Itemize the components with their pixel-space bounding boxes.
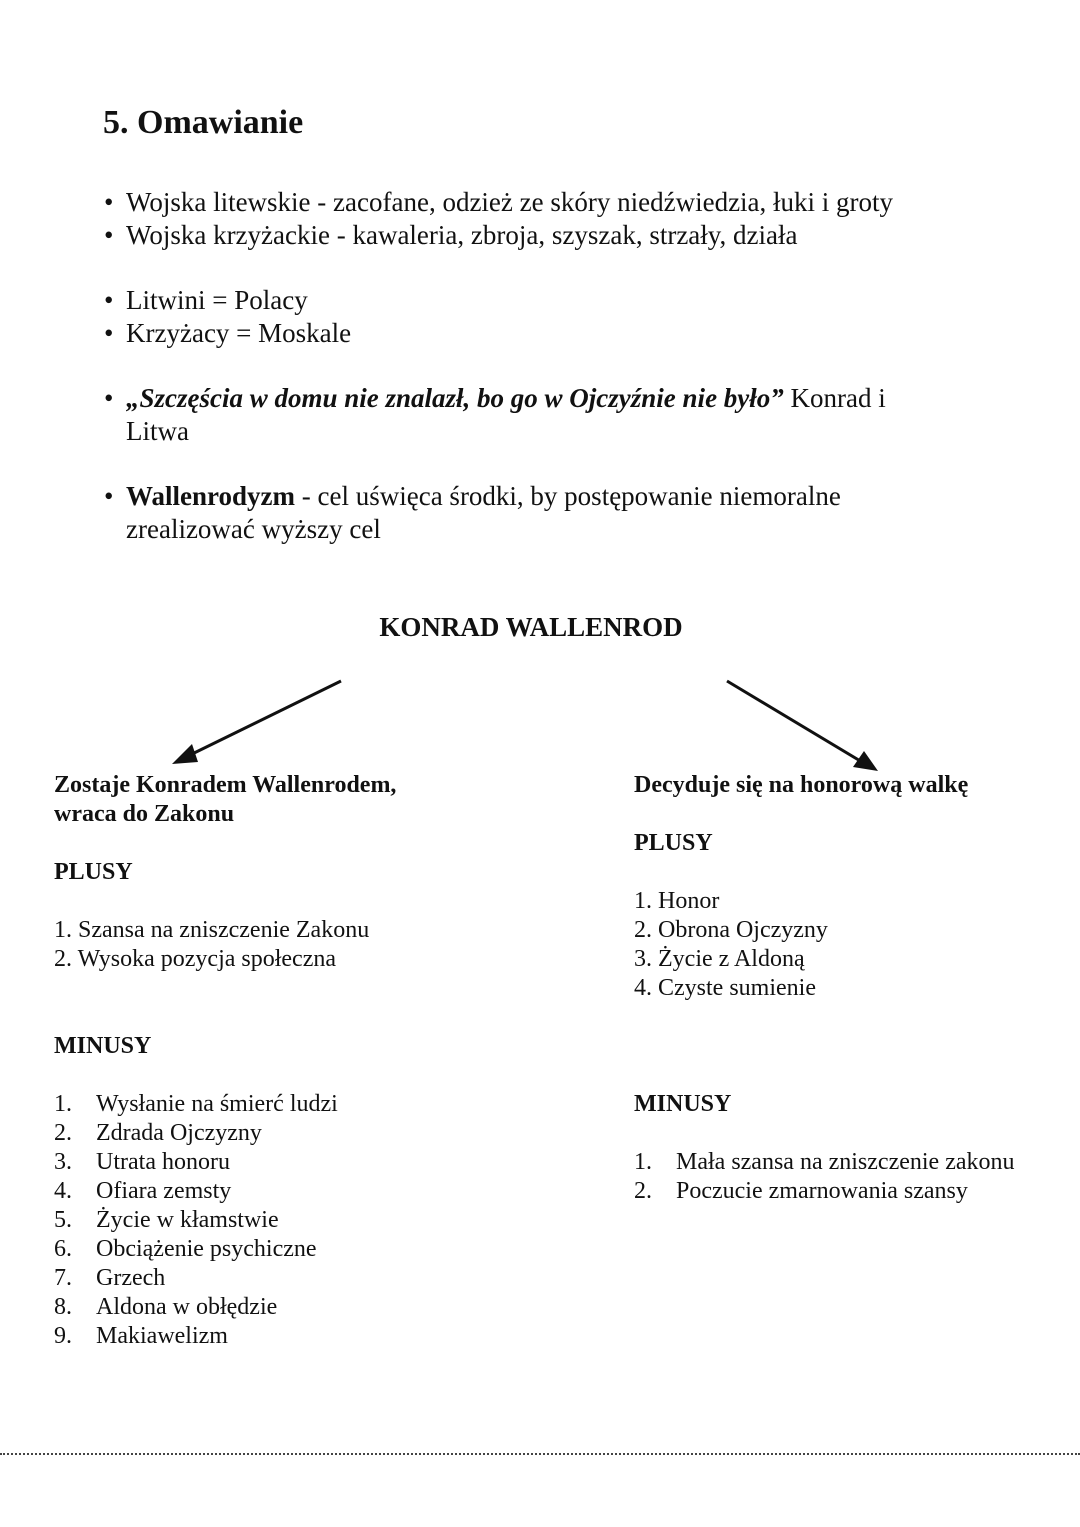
list-text: Mała szansa na zniszczenie zakonu — [676, 1149, 1015, 1175]
left-heading-line: Zostaje Konradem Wallenrodem, — [54, 772, 397, 798]
list-number: 7. — [54, 1265, 72, 1291]
bullet-text: Wojska krzyżackie - kawaleria, zbroja, szyszak, strzały, działa — [126, 220, 798, 250]
list-item — [54, 1322, 338, 1351]
arrow-left-head — [172, 744, 198, 764]
bullet-text: - cel uświęca środki, by postępowanie niemoralne zrealizować wyższy cel — [126, 481, 841, 544]
arrow-right-line — [727, 681, 862, 762]
list-text: Zdrada Ojczyzny — [96, 1120, 262, 1146]
page-divider — [0, 1453, 1080, 1455]
list-text: Życie w kłamstwie — [96, 1207, 279, 1233]
quote-text: „Szczęścia w domu nie znalazł, bo go w Ojczyźnie nie było” — [126, 383, 784, 413]
bullet-text: Krzyżacy = Moskale — [126, 318, 352, 348]
list-number: 2. — [634, 1178, 652, 1204]
list-item: 2. Obrona Ojczyzny — [634, 917, 828, 943]
list-item: 3. Życie z Aldoną — [634, 946, 805, 972]
list-item — [54, 1090, 338, 1119]
bullet-text: Litwini = Polacy — [126, 285, 308, 315]
list-item — [54, 1148, 338, 1177]
list-number: 6. — [54, 1236, 72, 1262]
right-plus-label: PLUSY — [634, 830, 713, 856]
arrow-left-line — [188, 681, 341, 756]
right-plus-list — [634, 887, 828, 1003]
list-item — [54, 1119, 338, 1148]
list-number: 4. — [54, 1178, 72, 1204]
list-number: 2. — [54, 1120, 72, 1146]
left-minus-label: MINUSY — [54, 1033, 152, 1059]
right-minus-list — [634, 1148, 1015, 1206]
list-text: Aldona w obłędzie — [96, 1294, 278, 1320]
list-text: Utrata honoru — [96, 1149, 230, 1175]
list-text: Obciążenie psychiczne — [96, 1236, 317, 1262]
list-text: Makiawelizm — [96, 1323, 228, 1349]
section-heading: 5. Omawianie — [103, 104, 304, 141]
list-item — [54, 1293, 338, 1322]
list-number: 8. — [54, 1294, 72, 1320]
left-heading-line: wraca do Zakonu — [54, 801, 235, 827]
list-text: Grzech — [96, 1265, 166, 1291]
bullet-dot-icon: • — [104, 383, 114, 413]
bullet-dot-icon: • — [104, 318, 114, 348]
list-text: Poczucie zmarnowania szansy — [676, 1178, 968, 1204]
term-text: Wallenrodyzm — [126, 481, 296, 511]
list-number: 1. — [634, 1149, 652, 1175]
list-item — [54, 1206, 338, 1235]
list-text: Ofiara zemsty — [96, 1178, 232, 1204]
list-text: Wysłanie na śmierć ludzi — [96, 1091, 338, 1117]
bullet-text: Konrad i Litwa — [126, 383, 886, 446]
list-item: 4. Czyste sumienie — [634, 975, 816, 1001]
list-item: 2. Wysoka pozycja społeczna — [54, 946, 337, 972]
left-plus-list — [54, 916, 369, 974]
left-minus-list — [54, 1090, 338, 1351]
bullet-dot-icon: • — [104, 220, 114, 250]
list-item — [634, 1177, 1015, 1206]
list-item — [54, 1264, 338, 1293]
list-item: 1. Szansa na zniszczenie Zakonu — [54, 917, 370, 943]
bullet-dot-icon: • — [104, 481, 114, 511]
list-number: 9. — [54, 1323, 72, 1349]
list-item: 1. Honor — [634, 888, 720, 914]
left-plus-label: PLUSY — [54, 859, 133, 885]
list-item — [634, 1148, 1015, 1177]
right-minus-label: MINUSY — [634, 1091, 732, 1117]
list-item — [54, 1235, 338, 1264]
list-number: 1. — [54, 1091, 72, 1117]
right-option-heading: Decyduje się na honorową walkę — [634, 772, 969, 798]
arrow-right-head — [853, 751, 878, 771]
bullet-dot-icon: • — [104, 187, 114, 217]
list-item — [54, 1177, 338, 1206]
left-option-heading — [54, 771, 396, 829]
list-number: 5. — [54, 1207, 72, 1233]
bullet-text: Wojska litewskie - zacofane, odzież ze skóry niedźwiedzia, łuki i groty — [126, 187, 894, 217]
diagram-title: KONRAD WALLENROD — [379, 612, 683, 642]
list-number: 3. — [54, 1149, 72, 1175]
bullet-dot-icon: • — [104, 285, 114, 315]
